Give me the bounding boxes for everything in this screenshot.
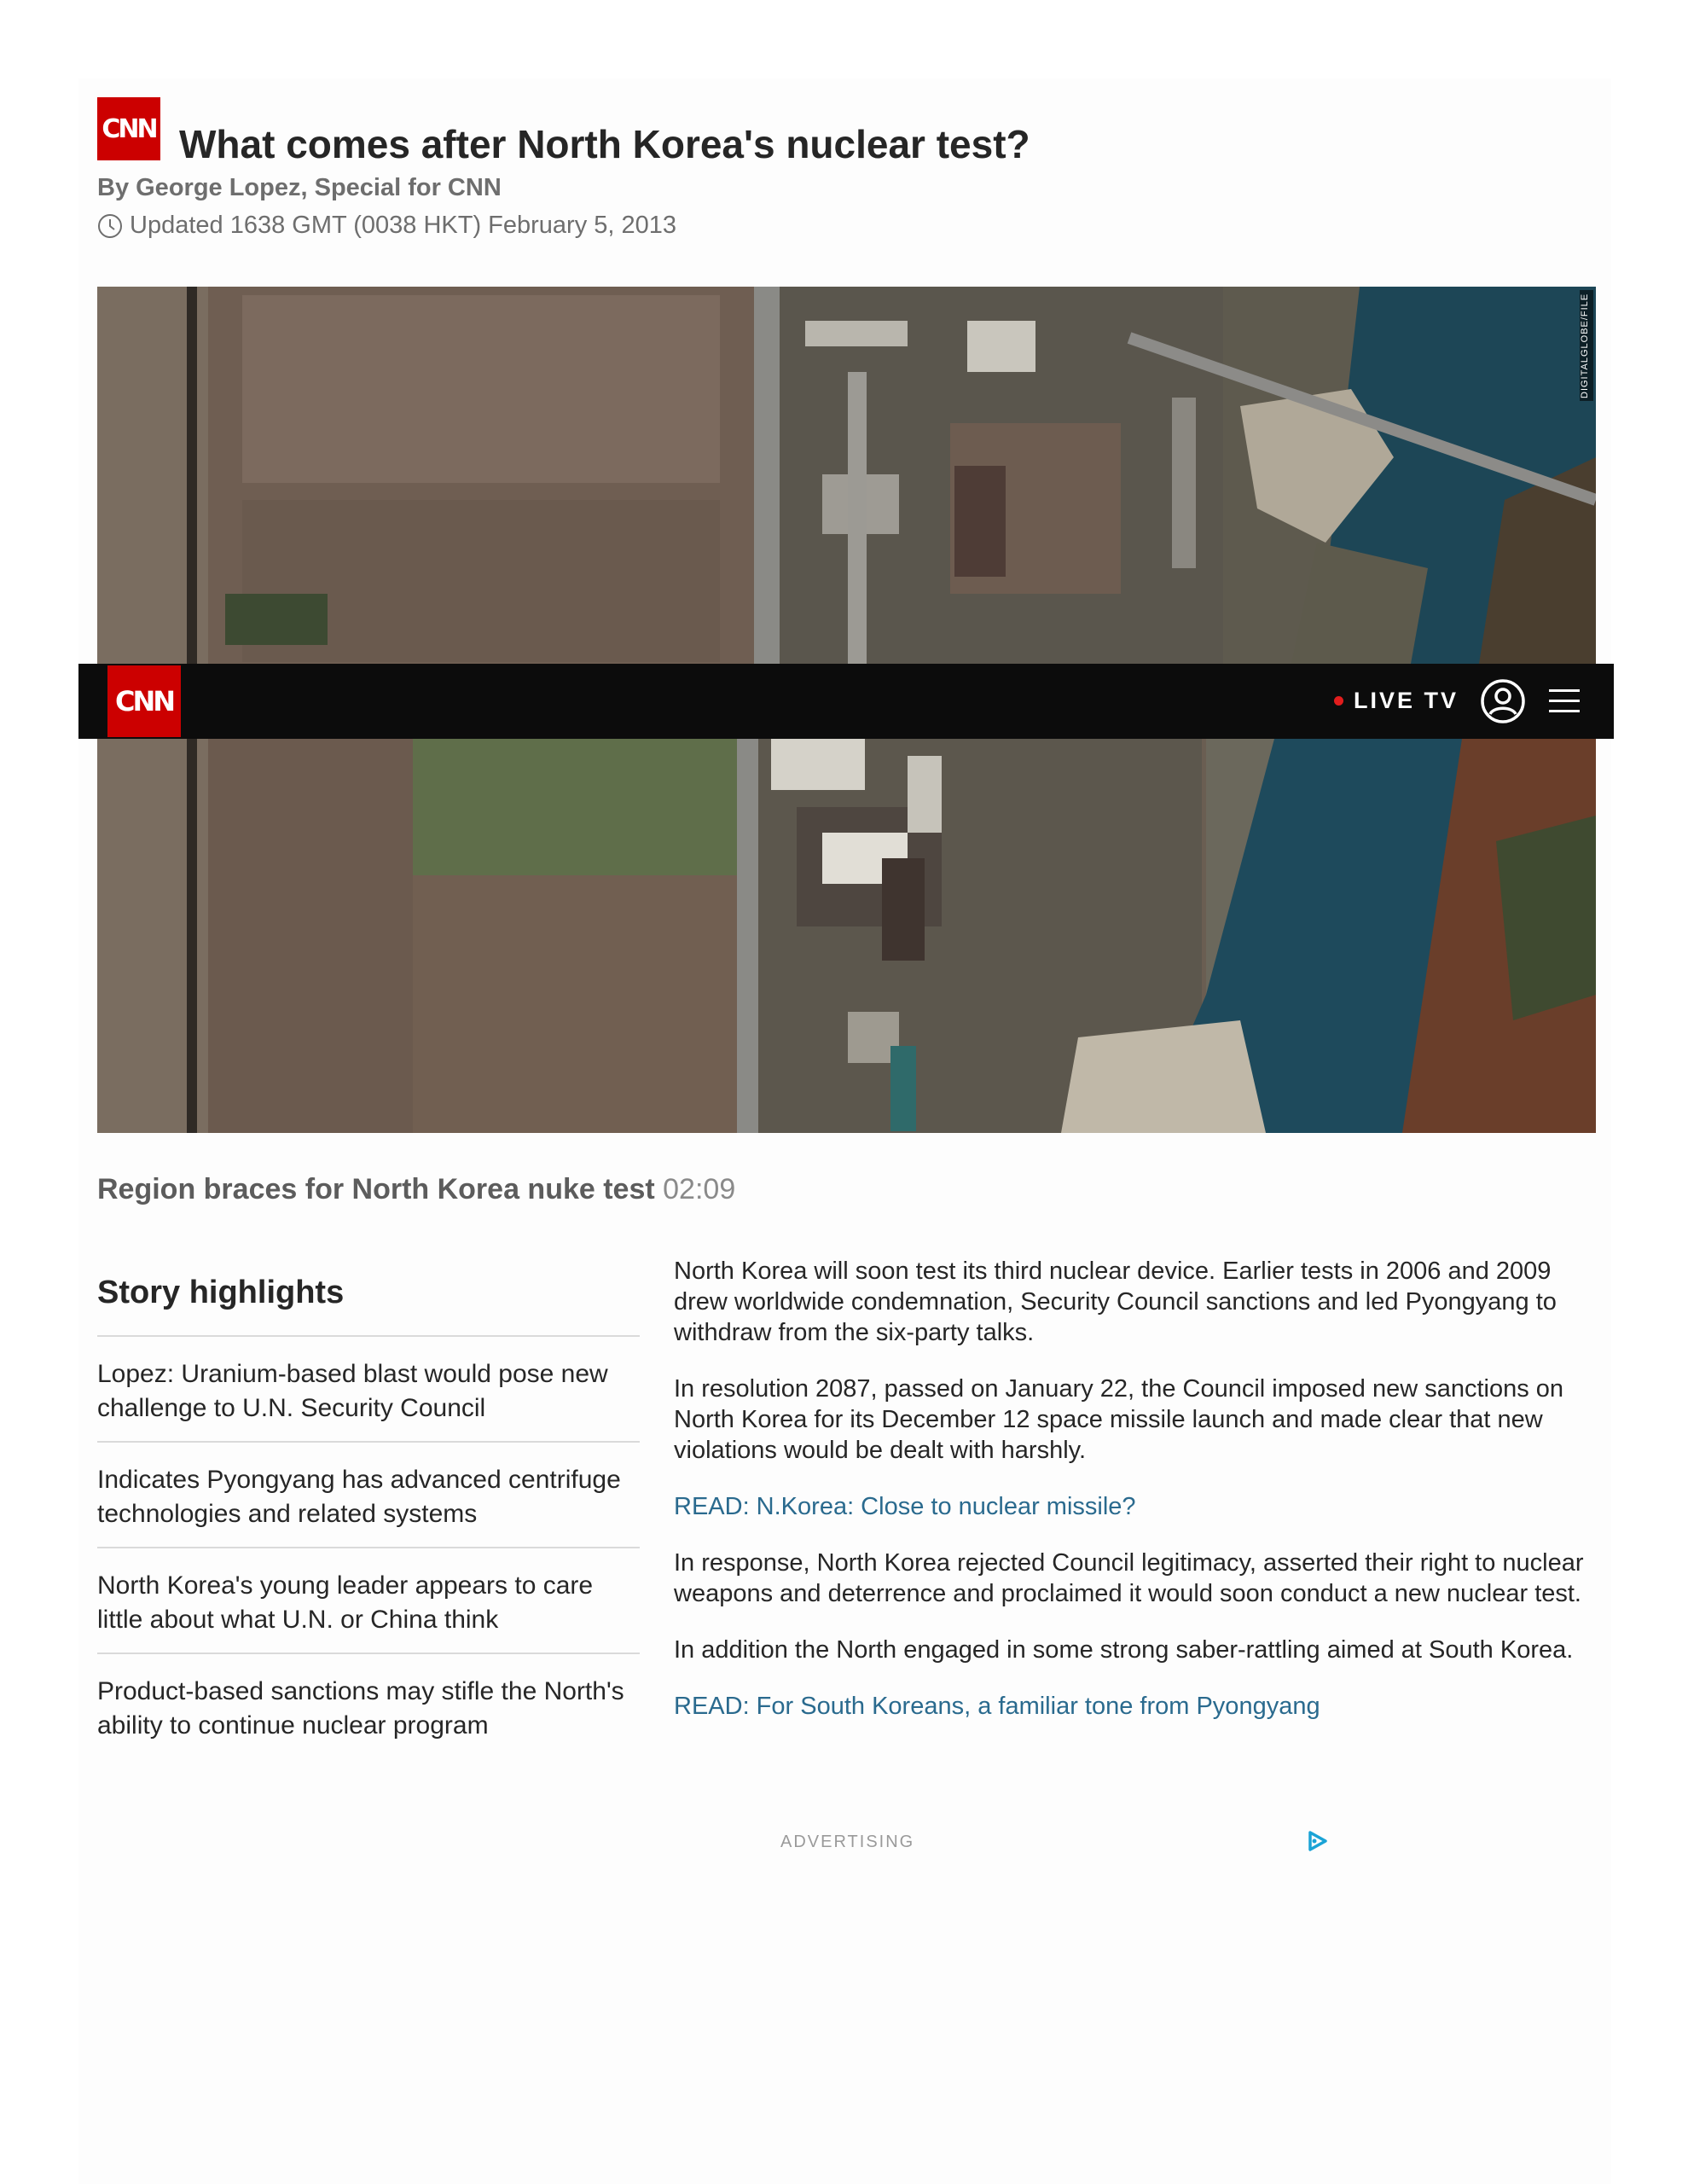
- satellite-image-bottom: [97, 739, 1596, 1133]
- body-paragraph: North Korea will soon test its third nuclear device. Earlier tests in 2006 and 2009 drew worldwide condemnation, Security Council sanctions and led Pyongyang to withdraw from the six-party talks.: [674, 1258, 1557, 1346]
- updated-timestamp: [97, 212, 676, 240]
- video-duration: 02:09: [663, 1173, 736, 1205]
- body-paragraph: In resolution 2087, passed on January 22, the Council imposed new sanctions on North Korea for its December 12 space missile launch and made clear that new violations would be dealt with harshly.: [674, 1375, 1564, 1464]
- live-tv-label: LIVE TV: [1354, 688, 1459, 713]
- video-caption-title: Region braces for North Korea nuke test: [97, 1173, 655, 1205]
- image-credit-watermark: DIGITALGLOBE/FILE: [1580, 290, 1593, 401]
- updated-text: Updated 1638 GMT (0038 HKT) February 5, 2013: [130, 212, 677, 239]
- article-body: [674, 1256, 1597, 1747]
- live-dot-icon: [1334, 696, 1343, 706]
- body-paragraph: In response, North Korea rejected Council legitimacy, asserted their right to nuclear weapons and deterrence and proclaimed it would soon conduct a new nuclear test.: [674, 1549, 1584, 1607]
- video-player-top[interactable]: [97, 287, 1596, 664]
- menu-icon[interactable]: [1547, 684, 1581, 718]
- story-highlights-heading: Story highlights: [97, 1275, 345, 1310]
- highlight-item: Lopez: Uranium-based blast would pose new challenge to U.N. Security Council: [97, 1335, 640, 1441]
- satellite-image-top: [97, 287, 1596, 664]
- user-icon[interactable]: [1480, 678, 1526, 724]
- body-paragraph: In addition the North engaged in some strong saber-rattling aimed at South Korea.: [674, 1636, 1574, 1664]
- adchoices-icon[interactable]: [1305, 1829, 1329, 1853]
- story-highlights-list: [97, 1335, 640, 1758]
- read-more-link[interactable]: READ: N.Korea: Close to nuclear missile?: [674, 1493, 1136, 1520]
- advertising-label: ADVERTISING: [780, 1833, 915, 1851]
- sticky-nav-bar: [78, 664, 1614, 739]
- video-player-bottom[interactable]: [97, 739, 1596, 1133]
- video-caption[interactable]: [97, 1173, 735, 1206]
- highlight-item: Product-based sanctions may stifle the North's ability to continue nuclear program: [97, 1653, 640, 1758]
- live-tv-link[interactable]: [1334, 688, 1459, 714]
- clock-icon: [97, 213, 123, 239]
- highlight-item: North Korea's young leader appears to care little about what U.N. or China think: [97, 1547, 640, 1653]
- read-more-link[interactable]: READ: For South Koreans, a familiar tone from Pyongyang: [674, 1693, 1320, 1720]
- byline: By George Lopez, Special for CNN: [97, 174, 502, 201]
- nav-cnn-logo[interactable]: CNN: [107, 665, 181, 737]
- article-title: What comes after North Korea's nuclear test?: [179, 122, 1030, 166]
- highlight-item: Indicates Pyongyang has advanced centrifuge technologies and related systems: [97, 1441, 640, 1547]
- cnn-logo[interactable]: CNN: [97, 97, 160, 160]
